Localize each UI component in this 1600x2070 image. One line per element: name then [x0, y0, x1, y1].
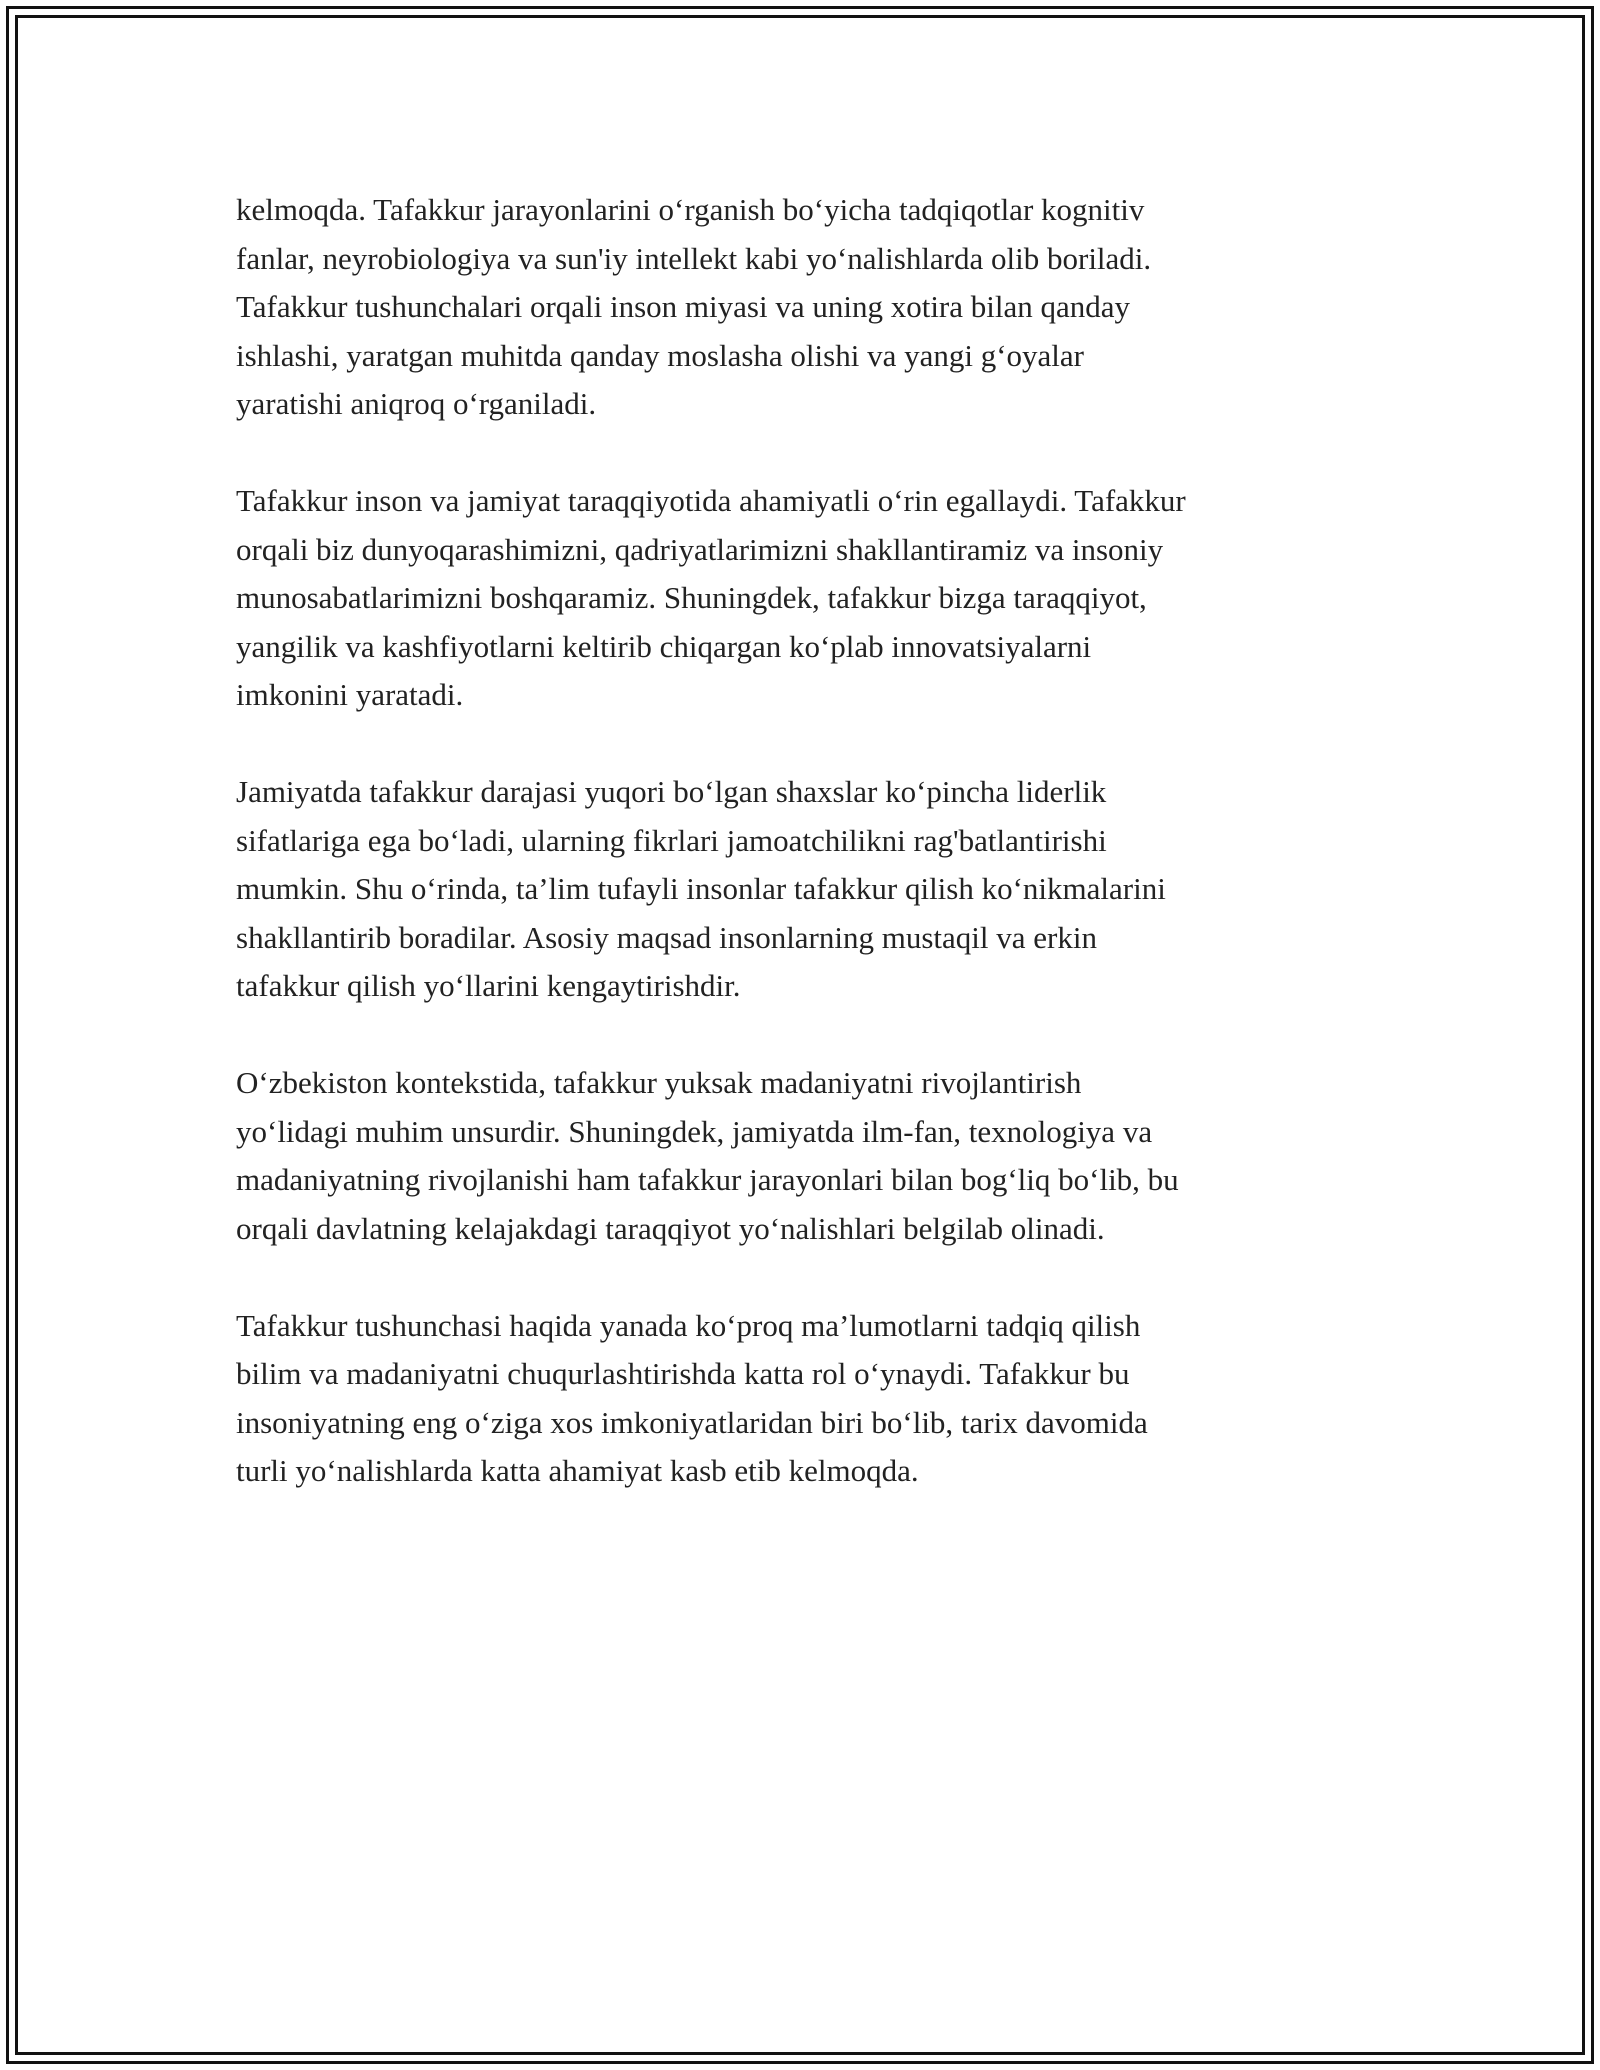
text-line: orqali davlatning kelajakdagi taraqqiyot yo‘nalishlari belgilab olinadi. — [236, 1210, 1105, 1246]
text-line: madaniyatning rivojlanishi ham tafakkur jarayonlari bilan bog‘liq bo‘lib, bu — [236, 1162, 1179, 1197]
paragraph — [236, 477, 1386, 720]
text-line: munosabatlarimizni boshqaramiz. Shuningdek, tafakkur bizga taraqqiyot, — [236, 580, 1147, 615]
document-body — [236, 186, 1386, 1544]
text-line: yangilik va kashfiyotlarni keltirib chiqargan ko‘plab innovatsiyalarni — [236, 628, 1092, 664]
text-line: Tafakkur tushunchasi haqida yanada ko‘proq ma’lumotlarni tadqiq qilish — [236, 1307, 1141, 1343]
text-line: orqali biz dunyoqarashimizni, qadriyatlarimizni shakllantiramiz va insoniy — [236, 531, 1164, 567]
text-line: ishlashi, yaratgan muhitda qanday moslasha olishi va yangi g‘oyalar — [236, 337, 1084, 373]
paragraph — [236, 768, 1386, 1011]
text-line: bilim va madaniyatni chuqurlashtirishda katta rol o‘ynaydi. Tafakkur bu — [236, 1356, 1130, 1391]
text-line: mumkin. Shu o‘rinda, ta’lim tufayli insonlar tafakkur qilish ko‘nikmalarini — [236, 871, 1166, 906]
paragraph — [236, 1302, 1386, 1496]
text-line: yo‘lidagi muhim unsurdir. Shuningdek, jamiyatda ilm-fan, texnologiya va — [236, 1113, 1153, 1149]
text-line: kelmoqda. Tafakkur jarayonlarini o‘rganish bo‘yicha tadqiqotlar kognitiv — [236, 192, 1145, 227]
text-line: turli yo‘nalishlarda katta ahamiyat kasb etib kelmoqda. — [236, 1453, 919, 1488]
text-line: Tafakkur inson va jamiyat taraqqiyotida ahamiyatli o‘rin egallaydi. Tafakkur — [236, 483, 1186, 518]
text-line: shakllantirib boradilar. Asosiy maqsad insonlarning mustaqil va erkin — [236, 919, 1097, 955]
text-line: insoniyatning eng o‘ziga xos imkoniyatlaridan biri bo‘lib, tarix davomida — [236, 1404, 1148, 1440]
paragraph — [236, 186, 1386, 429]
text-line: tafakkur qilish yo‘llarini kengaytirishdir. — [236, 968, 741, 1003]
paragraph — [236, 1059, 1386, 1253]
text-line: Tafakkur tushunchalari orqali inson miyasi va uning xotira bilan qanday — [236, 289, 1131, 324]
text-line: yaratishi aniqroq o‘rganiladi. — [236, 386, 597, 421]
text-line: O‘zbekiston kontekstida, tafakkur yuksak madaniyatni rivojlantirish — [236, 1065, 1082, 1100]
text-line: fanlar, neyrobiologiya va sun'iy intellekt kabi yo‘nalishlarda olib boriladi. — [236, 240, 1152, 276]
text-line: Jamiyatda tafakkur darajasi yuqori bo‘lgan shaxslar ko‘pincha liderlik — [236, 774, 1107, 809]
text-line: imkonini yaratadi. — [236, 677, 464, 712]
text-line: sifatlariga ega bo‘ladi, ularning fikrlari jamoatchilikni rag'batlantirishi — [236, 822, 1107, 858]
